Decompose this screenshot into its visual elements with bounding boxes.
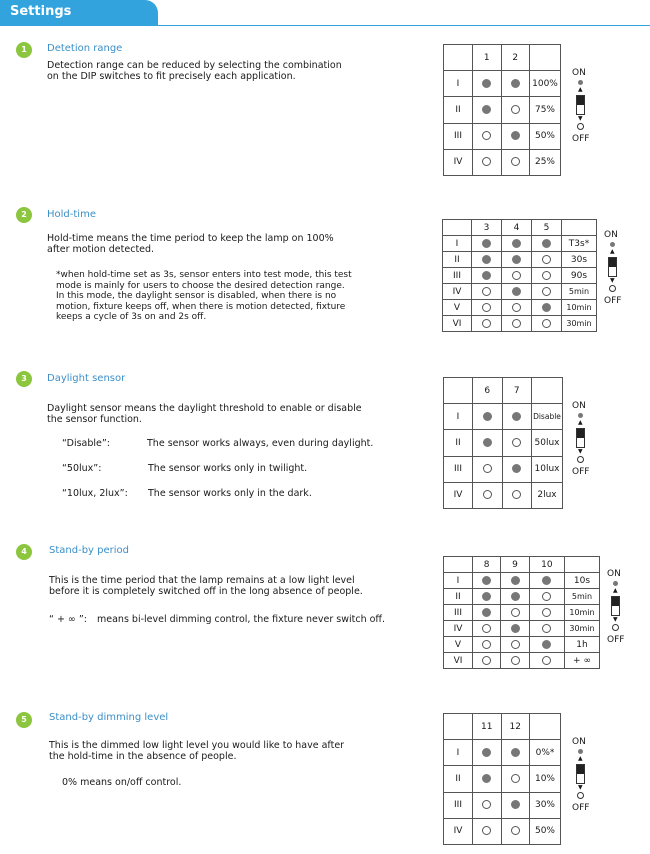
row-label: V	[444, 637, 473, 653]
switch-state-cell	[502, 252, 532, 268]
table-row	[443, 284, 597, 300]
on-indicator-icon	[578, 80, 583, 85]
dip-switch-legend	[607, 569, 637, 649]
dip-switch-icon	[576, 428, 585, 448]
table-row	[444, 97, 561, 123]
arrow-down-icon: ▼	[578, 115, 583, 122]
switch-off-dot-icon	[542, 255, 551, 264]
switch-on-dot-icon	[511, 79, 520, 88]
header-corner-cell	[444, 378, 473, 404]
switch-state-cell	[529, 637, 564, 653]
switch-off-dot-icon	[512, 438, 521, 447]
switch-state-cell	[472, 252, 502, 268]
switch-lever	[577, 96, 584, 105]
switch-off-dot-icon	[542, 624, 551, 633]
switch-state-cell	[501, 653, 529, 669]
row-label: I	[444, 71, 473, 97]
switch-off-dot-icon	[482, 131, 491, 140]
row-value: 75%	[530, 97, 561, 123]
row-label: V	[443, 300, 472, 316]
switch-off-label: OFF	[572, 803, 590, 813]
table-row	[444, 605, 600, 621]
switch-on-dot-icon	[482, 255, 491, 264]
row-label: II	[444, 430, 473, 456]
switch-state-cell	[472, 236, 502, 252]
switch-on-dot-icon	[511, 800, 520, 809]
switch-state-cell	[473, 430, 503, 456]
switch-state-cell	[473, 71, 502, 97]
switch-off-dot-icon	[511, 105, 520, 114]
arrow-down-icon: ▼	[613, 616, 618, 623]
switch-off-dot-icon	[511, 640, 520, 649]
table-row	[444, 637, 600, 653]
off-indicator-icon	[577, 456, 584, 463]
switch-state-cell	[473, 482, 503, 508]
header-corner-cell	[443, 220, 472, 236]
switch-off-dot-icon	[542, 287, 551, 296]
option-description: The sensor works only in the dark.	[148, 488, 312, 499]
switch-off-dot-icon	[511, 826, 520, 835]
switch-on-dot-icon	[511, 748, 520, 757]
switch-on-dot-icon	[511, 592, 520, 601]
switch-state-cell	[502, 482, 532, 508]
section-number-badge: 5	[16, 712, 32, 728]
row-label: III	[444, 792, 473, 818]
switch-off-dot-icon	[512, 490, 521, 499]
switch-state-cell	[529, 653, 564, 669]
table-row	[443, 268, 597, 284]
switch-state-cell	[529, 589, 564, 605]
switch-on-dot-icon	[482, 271, 491, 280]
off-indicator-icon	[577, 123, 584, 130]
table-row	[444, 621, 600, 637]
test-mode-note: *when hold-time set as 3s, sensor enters into test mode, this test mode is mainly for users to choose the desired detection range. In this mode, the daylight sensor is disabled, when there is no motion, fixture keeps off, when there is motion detected, fixture keeps a cycle of 3s on and 2s off.	[56, 270, 352, 322]
switch-state-cell	[501, 605, 529, 621]
switch-off-dot-icon	[512, 319, 521, 328]
switch-state-cell	[473, 621, 501, 637]
row-label: I	[444, 573, 473, 589]
switch-state-cell	[473, 404, 503, 430]
row-value: 10lux	[532, 456, 563, 482]
section-description: Detection range can be reduced by selecting the combination on the DIP switches to fit precisely each application.	[47, 60, 342, 82]
switch-state-cell	[501, 621, 529, 637]
table-row	[444, 482, 563, 508]
switch-state-cell	[473, 740, 502, 766]
off-indicator-icon	[577, 792, 584, 799]
row-value: 10s	[565, 573, 600, 589]
dip-switch-table	[442, 219, 597, 332]
switch-off-dot-icon	[542, 592, 551, 601]
switch-off-label: OFF	[572, 467, 590, 477]
switch-state-cell	[501, 818, 530, 844]
dip-switch-legend	[572, 401, 602, 481]
section-description: This is the dimmed low light level you would like to have after the hold-time in the absence of people.	[49, 740, 345, 762]
table-header-row	[444, 557, 600, 573]
settings-header-tab	[0, 0, 158, 26]
option-key: “Disable”:	[62, 438, 110, 449]
dip-switch-table	[443, 377, 563, 509]
switch-off-dot-icon	[482, 656, 491, 665]
switch-off-dot-icon	[542, 319, 551, 328]
switch-state-cell	[473, 653, 501, 669]
row-value: 5min	[562, 284, 597, 300]
row-value: 50%	[530, 123, 561, 149]
row-value: 30min	[562, 316, 597, 332]
switch-off-dot-icon	[482, 800, 491, 809]
switch-on-dot-icon	[482, 608, 491, 617]
section-number-badge: 3	[16, 371, 32, 387]
switch-off-label: OFF	[572, 134, 590, 144]
header-value-cell	[565, 557, 600, 573]
switch-on-dot-icon	[542, 640, 551, 649]
dip-switch-icon	[608, 257, 617, 277]
option-key: “50lux”:	[62, 463, 102, 474]
page-title: Settings	[10, 4, 72, 19]
table-row	[444, 123, 561, 149]
switch-state-cell	[501, 71, 530, 97]
switch-state-cell	[473, 149, 502, 175]
row-value: Disable	[532, 404, 563, 430]
switch-on-label: ON	[604, 230, 618, 240]
row-value: + ∞	[565, 653, 600, 669]
switch-state-cell	[529, 605, 564, 621]
switch-state-cell	[501, 149, 530, 175]
switch-state-cell	[502, 404, 532, 430]
table-row	[444, 71, 561, 97]
row-value: 50%	[530, 818, 561, 844]
table-header-row	[443, 220, 597, 236]
switch-off-dot-icon	[482, 319, 491, 328]
arrow-up-icon: ▲	[610, 248, 615, 255]
switch-number-header: 5	[532, 220, 562, 236]
header-corner-cell	[444, 557, 473, 573]
switch-on-dot-icon	[482, 748, 491, 757]
switch-on-dot-icon	[512, 287, 521, 296]
row-value: 50lux	[532, 430, 563, 456]
switch-on-dot-icon	[512, 239, 521, 248]
switch-off-dot-icon	[482, 826, 491, 835]
switch-state-cell	[472, 284, 502, 300]
section-number-badge: 4	[16, 544, 32, 560]
switch-on-dot-icon	[511, 624, 520, 633]
switch-state-cell	[501, 740, 530, 766]
row-label: I	[443, 236, 472, 252]
switch-state-cell	[501, 573, 529, 589]
row-label: III	[444, 123, 473, 149]
switch-state-cell	[473, 637, 501, 653]
arrow-down-icon: ▼	[578, 448, 583, 455]
switch-state-cell	[532, 236, 562, 252]
switch-lever	[577, 765, 584, 774]
row-value: 5min	[565, 589, 600, 605]
switch-state-cell	[502, 316, 532, 332]
row-value: 90s	[562, 268, 597, 284]
dip-switch-icon	[611, 596, 620, 616]
dip-switch-legend	[572, 737, 602, 817]
table-header-row	[444, 45, 561, 71]
row-label: IV	[443, 284, 472, 300]
table-row	[444, 653, 600, 669]
switch-number-header: 4	[502, 220, 532, 236]
table-row	[443, 252, 597, 268]
switch-off-dot-icon	[542, 608, 551, 617]
table-row	[444, 430, 563, 456]
row-label: III	[443, 268, 472, 284]
table-row	[444, 766, 561, 792]
switch-number-header: 6	[473, 378, 503, 404]
header-corner-cell	[444, 714, 473, 740]
row-label: I	[444, 740, 473, 766]
switch-on-dot-icon	[482, 592, 491, 601]
switch-state-cell	[501, 766, 530, 792]
dip-switch-table	[443, 44, 561, 176]
table-row	[444, 792, 561, 818]
row-value: 30%	[530, 792, 561, 818]
dip-switch-legend	[604, 230, 634, 310]
switch-state-cell	[473, 818, 502, 844]
option-description: The sensor works always, even during daylight.	[147, 438, 374, 449]
row-value: 25%	[530, 149, 561, 175]
switch-state-cell	[532, 284, 562, 300]
table-row	[443, 316, 597, 332]
row-label: II	[444, 97, 473, 123]
switch-on-dot-icon	[511, 131, 520, 140]
switch-number-header: 2	[501, 45, 530, 71]
switch-on-dot-icon	[512, 255, 521, 264]
option-key: “10lux, 2lux”:	[62, 488, 128, 499]
switch-off-dot-icon	[482, 640, 491, 649]
switch-state-cell	[529, 573, 564, 589]
switch-state-cell	[502, 236, 532, 252]
switch-state-cell	[472, 300, 502, 316]
header-rule	[0, 25, 650, 26]
section-title: Stand-by period	[49, 545, 129, 556]
section-title: Detetion range	[47, 43, 123, 54]
switch-number-header: 1	[473, 45, 502, 71]
switch-off-label: OFF	[604, 296, 622, 306]
switch-state-cell	[473, 792, 502, 818]
option-key: “ + ∞ ”:	[49, 614, 87, 625]
switch-state-cell	[529, 621, 564, 637]
row-label: II	[444, 589, 473, 605]
table-row	[444, 589, 600, 605]
section-description: Hold-time means the time period to keep the lamp on 100% after motion detected.	[47, 233, 334, 255]
switch-number-header: 11	[473, 714, 502, 740]
option-description: The sensor works only in twilight.	[148, 463, 308, 474]
dip-switch-icon	[576, 95, 585, 115]
row-label: IV	[444, 818, 473, 844]
row-label: IV	[444, 621, 473, 637]
table-header-row	[444, 378, 563, 404]
switch-on-label: ON	[572, 68, 586, 78]
switch-off-dot-icon	[511, 157, 520, 166]
switch-off-dot-icon	[511, 774, 520, 783]
arrow-up-icon: ▲	[578, 86, 583, 93]
switch-off-dot-icon	[511, 656, 520, 665]
switch-off-dot-icon	[483, 490, 492, 499]
section-number-badge: 1	[16, 42, 32, 58]
switch-on-dot-icon	[482, 576, 491, 585]
row-value: 10min	[562, 300, 597, 316]
switch-state-cell	[502, 268, 532, 284]
table-row	[443, 300, 597, 316]
switch-lever	[609, 258, 616, 267]
dip-switch-table	[443, 713, 561, 845]
switch-off-dot-icon	[512, 303, 521, 312]
switch-off-dot-icon	[483, 464, 492, 473]
dip-switch-table	[443, 556, 600, 669]
switch-number-header: 12	[501, 714, 530, 740]
switch-on-dot-icon	[542, 576, 551, 585]
on-indicator-icon	[613, 581, 618, 586]
switch-state-cell	[502, 456, 532, 482]
switch-off-dot-icon	[482, 157, 491, 166]
row-label: VI	[444, 653, 473, 669]
table-row	[444, 573, 600, 589]
switch-on-label: ON	[607, 569, 621, 579]
switch-on-dot-icon	[483, 438, 492, 447]
switch-on-label: ON	[572, 737, 586, 747]
dip-switch-legend	[572, 68, 602, 148]
switch-state-cell	[472, 268, 502, 284]
table-row	[444, 456, 563, 482]
switch-number-header: 10	[529, 557, 564, 573]
switch-state-cell	[501, 97, 530, 123]
table-row	[443, 236, 597, 252]
off-indicator-icon	[609, 285, 616, 292]
row-label: IV	[444, 482, 473, 508]
switch-state-cell	[501, 123, 530, 149]
switch-state-cell	[473, 766, 502, 792]
switch-off-dot-icon	[542, 656, 551, 665]
switch-number-header: 9	[501, 557, 529, 573]
table-row	[444, 149, 561, 175]
row-value: 1h	[565, 637, 600, 653]
switch-state-cell	[502, 430, 532, 456]
row-label: II	[443, 252, 472, 268]
row-label: II	[444, 766, 473, 792]
dimming-note: 0% means on/off control.	[62, 777, 182, 788]
off-indicator-icon	[612, 624, 619, 631]
switch-on-dot-icon	[512, 412, 521, 421]
switch-on-dot-icon	[542, 239, 551, 248]
switch-lever	[612, 597, 619, 606]
table-row	[444, 404, 563, 430]
switch-lever	[577, 429, 584, 438]
switch-on-dot-icon	[482, 774, 491, 783]
row-value: 0%*	[530, 740, 561, 766]
row-label: VI	[443, 316, 472, 332]
switch-off-dot-icon	[482, 303, 491, 312]
switch-state-cell	[472, 316, 502, 332]
row-value: 2lux	[532, 482, 563, 508]
switch-state-cell	[502, 284, 532, 300]
dip-switch-icon	[576, 764, 585, 784]
arrow-down-icon: ▼	[610, 277, 615, 284]
header-value-cell	[530, 714, 561, 740]
switch-state-cell	[473, 589, 501, 605]
switch-off-label: OFF	[607, 635, 625, 645]
switch-on-dot-icon	[482, 239, 491, 248]
row-value: T3s*	[562, 236, 597, 252]
table-header-row	[444, 714, 561, 740]
arrow-down-icon: ▼	[578, 784, 583, 791]
switch-on-dot-icon	[482, 105, 491, 114]
switch-state-cell	[532, 268, 562, 284]
section-description: This is the time period that the lamp remains at a low light level before it is completely switched off in the long absence of people.	[49, 575, 363, 597]
switch-state-cell	[473, 605, 501, 621]
switch-off-dot-icon	[542, 271, 551, 280]
row-label: III	[444, 605, 473, 621]
switch-state-cell	[532, 252, 562, 268]
switch-state-cell	[502, 300, 532, 316]
switch-off-dot-icon	[511, 608, 520, 617]
switch-on-dot-icon	[483, 412, 492, 421]
row-value: 10%	[530, 766, 561, 792]
on-indicator-icon	[610, 242, 615, 247]
row-value: 30min	[565, 621, 600, 637]
on-indicator-icon	[578, 749, 583, 754]
switch-number-header: 3	[472, 220, 502, 236]
arrow-up-icon: ▲	[578, 419, 583, 426]
table-row	[444, 818, 561, 844]
section-title: Hold-time	[47, 209, 96, 220]
header-value-cell	[562, 220, 597, 236]
section-title: Stand-by dimming level	[49, 712, 169, 723]
section-description: Daylight sensor means the daylight threshold to enable or disable the sensor function.	[47, 403, 362, 425]
header-value-cell	[532, 378, 563, 404]
switch-state-cell	[473, 456, 503, 482]
switch-on-dot-icon	[542, 303, 551, 312]
switch-state-cell	[473, 123, 502, 149]
section-title: Daylight sensor	[47, 373, 126, 384]
on-indicator-icon	[578, 413, 583, 418]
switch-state-cell	[473, 573, 501, 589]
switch-on-label: ON	[572, 401, 586, 411]
switch-state-cell	[473, 97, 502, 123]
switch-state-cell	[532, 316, 562, 332]
row-label: I	[444, 404, 473, 430]
option-description: means bi-level dimming control, the fixture never switch off.	[97, 614, 385, 625]
switch-off-dot-icon	[512, 271, 521, 280]
table-row	[444, 740, 561, 766]
row-label: III	[444, 456, 473, 482]
row-value: 100%	[530, 71, 561, 97]
header-value-cell	[530, 45, 561, 71]
switch-on-dot-icon	[482, 79, 491, 88]
switch-state-cell	[501, 792, 530, 818]
section-number-badge: 2	[16, 207, 32, 223]
arrow-up-icon: ▲	[613, 587, 618, 594]
switch-number-header: 8	[473, 557, 501, 573]
switch-state-cell	[532, 300, 562, 316]
switch-off-dot-icon	[482, 624, 491, 633]
row-label: IV	[444, 149, 473, 175]
switch-on-dot-icon	[512, 464, 521, 473]
row-value: 10min	[565, 605, 600, 621]
header-corner-cell	[444, 45, 473, 71]
row-value: 30s	[562, 252, 597, 268]
switch-on-dot-icon	[511, 576, 520, 585]
arrow-up-icon: ▲	[578, 755, 583, 762]
switch-number-header: 7	[502, 378, 532, 404]
switch-state-cell	[501, 637, 529, 653]
switch-state-cell	[501, 589, 529, 605]
switch-off-dot-icon	[482, 287, 491, 296]
